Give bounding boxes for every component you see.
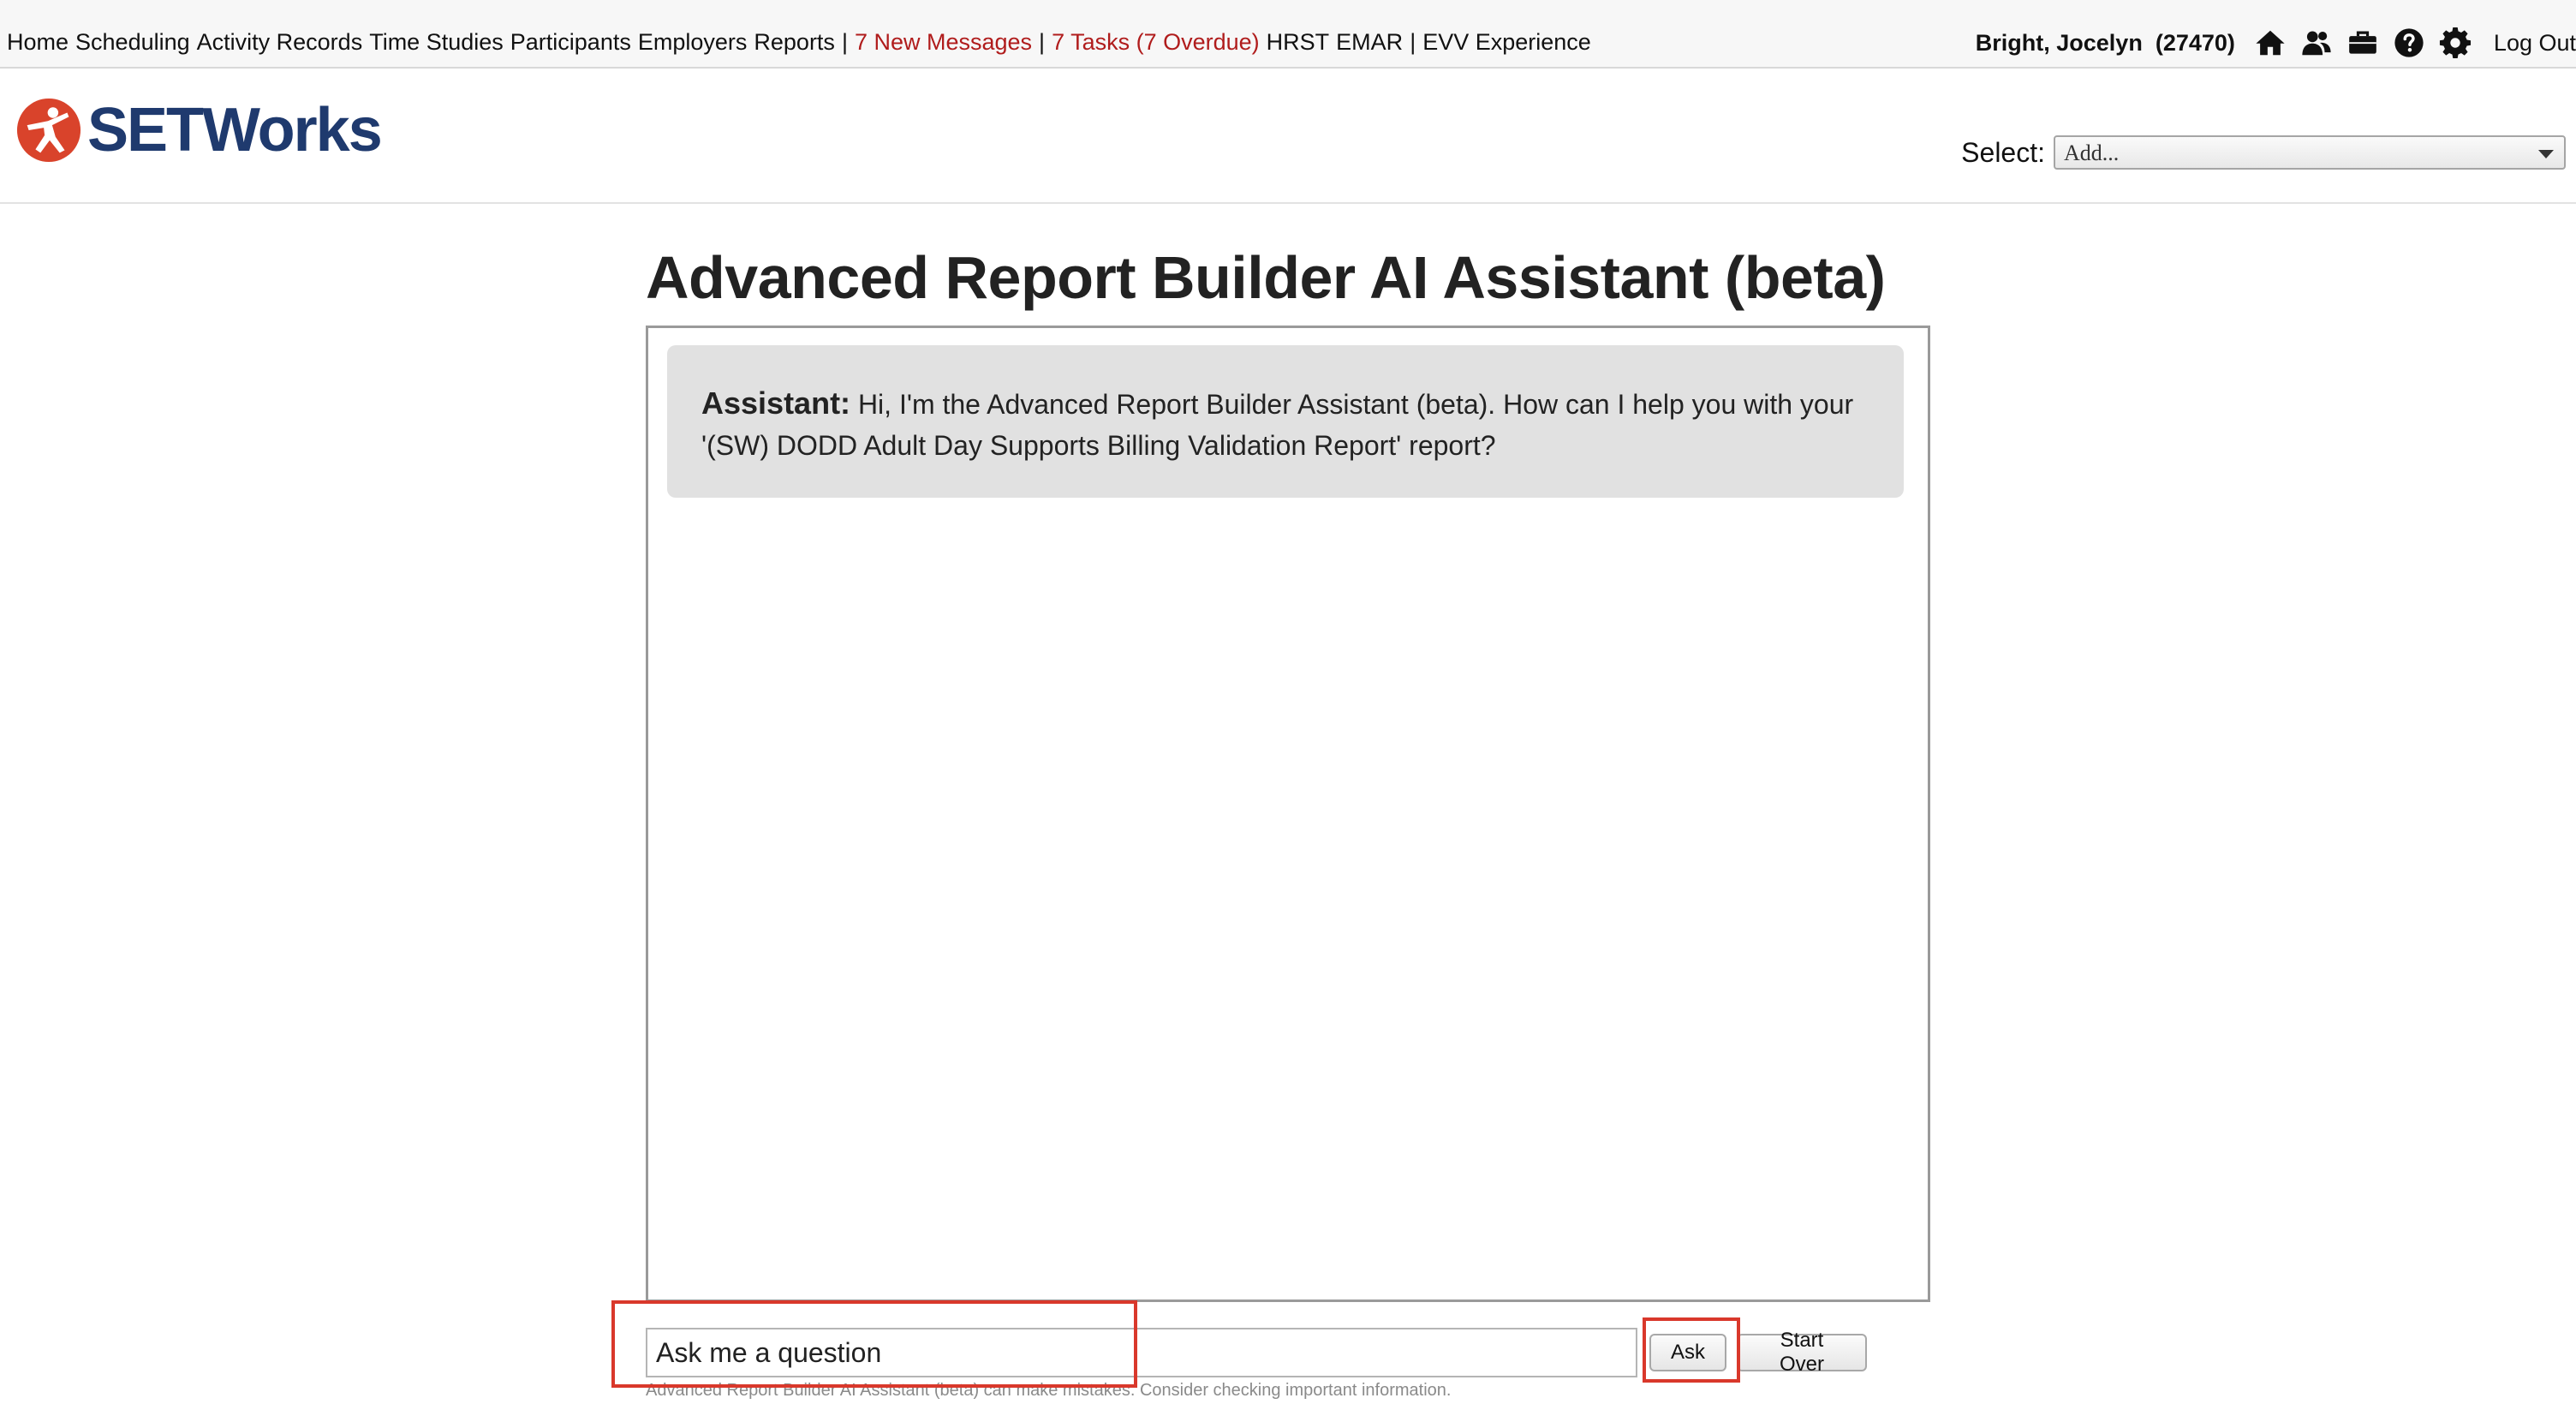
nav-new-messages[interactable]: 7 New Messages <box>854 29 1033 55</box>
app-header <box>0 69 2576 204</box>
message-role: Assistant: <box>701 385 851 421</box>
question-input[interactable] <box>646 1328 1637 1377</box>
nav-time-studies[interactable]: Time Studies <box>369 29 504 55</box>
nav-scheduling[interactable]: Scheduling <box>75 29 190 55</box>
gear-icon[interactable] <box>2437 26 2473 60</box>
nav-hrst[interactable]: HRST <box>1266 29 1330 55</box>
briefcase-icon[interactable] <box>2345 26 2381 60</box>
start-over-button[interactable]: Start Over <box>1737 1334 1867 1371</box>
user-name: Bright, Jocelyn (27470) <box>1975 29 2235 56</box>
chevron-down-icon <box>2538 150 2554 158</box>
select-label: Select: <box>1961 136 2045 168</box>
nav-employers[interactable]: Employers <box>637 29 748 55</box>
chat-history-panel[interactable] <box>646 326 1930 1302</box>
assistant-message <box>667 345 1904 498</box>
nav-separator: | <box>1039 29 1046 55</box>
add-select-group <box>1961 135 2566 170</box>
nav-emar[interactable]: EMAR <box>1336 29 1404 55</box>
setworks-logo-mark <box>15 97 82 164</box>
nav-separator: | <box>841 29 848 55</box>
message-text: Hi, I'm the Advanced Report Builder Assistant (beta). How can I help you with your '(SW) DODD Adult Day Supports Billing Validation Report' report? <box>701 389 1854 461</box>
help-icon[interactable] <box>2391 26 2427 60</box>
nav-participants[interactable]: Participants <box>510 29 631 55</box>
nav-links <box>7 27 1598 57</box>
select-value: Add... <box>2064 140 2120 165</box>
nav-activity-records[interactable]: Activity Records <box>196 29 363 55</box>
nav-reports[interactable]: Reports <box>754 29 835 55</box>
users-icon[interactable] <box>2299 26 2334 60</box>
nav-separator: | <box>1410 29 1416 55</box>
user-area <box>1976 26 2576 60</box>
add-select-dropdown[interactable] <box>2054 135 2566 170</box>
logo-text: SETWorks <box>87 96 381 164</box>
question-input-row <box>646 1328 1867 1377</box>
nav-home[interactable]: Home <box>7 29 69 55</box>
top-nav-bar <box>0 0 2576 69</box>
home-icon[interactable] <box>2252 26 2288 60</box>
nav-evv-experience[interactable]: EVV Experience <box>1422 29 1591 55</box>
page-title: Advanced Report Builder AI Assistant (beta) <box>646 244 1886 311</box>
logout-link[interactable]: Log Out <box>2493 29 2576 56</box>
disclaimer-text: Advanced Report Builder AI Assistant (beta) can make mistakes. Consider checking important information. <box>646 1381 1452 1400</box>
ask-button[interactable]: Ask <box>1649 1334 1726 1371</box>
nav-tasks[interactable]: 7 Tasks (7 Overdue) <box>1052 29 1260 55</box>
setworks-logo[interactable] <box>15 94 381 166</box>
